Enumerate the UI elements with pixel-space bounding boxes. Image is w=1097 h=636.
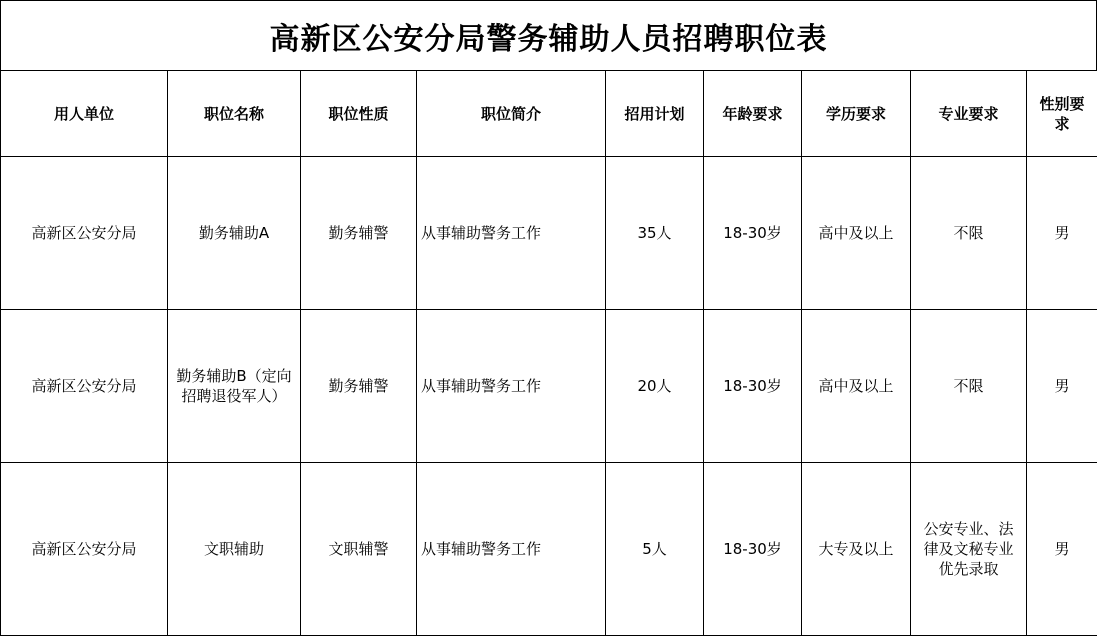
header-position: 职位名称: [168, 71, 301, 157]
cell-major: 不限: [911, 310, 1027, 463]
table-row: [1, 310, 1097, 463]
cell-intro: 从事辅助警务工作: [417, 157, 606, 310]
cell-age: 18-30岁: [704, 157, 802, 310]
header-plan: 招用计划: [606, 71, 704, 157]
cell-plan: 35人: [606, 157, 704, 310]
cell-gender: 男: [1027, 463, 1097, 636]
header-intro: 职位简介: [417, 71, 606, 157]
cell-nature: 文职辅警: [301, 463, 417, 636]
header-unit: 用人单位: [1, 71, 168, 157]
cell-education: 高中及以上: [802, 157, 911, 310]
table-row: [1, 463, 1097, 636]
cell-gender: 男: [1027, 310, 1097, 463]
position-table: [0, 70, 1097, 636]
cell-gender: 男: [1027, 157, 1097, 310]
cell-unit: 高新区公安分局: [1, 157, 168, 310]
cell-age: 18-30岁: [704, 463, 802, 636]
header-gender: 性别要求: [1027, 71, 1097, 157]
cell-major: 公安专业、法律及文秘专业优先录取: [911, 463, 1027, 636]
cell-plan: 20人: [606, 310, 704, 463]
cell-education: 大专及以上: [802, 463, 911, 636]
cell-nature: 勤务辅警: [301, 310, 417, 463]
header-major: 专业要求: [911, 71, 1027, 157]
header-education: 学历要求: [802, 71, 911, 157]
cell-nature: 勤务辅警: [301, 157, 417, 310]
cell-position: 勤务辅助B（定向招聘退役军人）: [168, 310, 301, 463]
cell-plan: 5人: [606, 463, 704, 636]
header-nature: 职位性质: [301, 71, 417, 157]
header-row: [1, 71, 1097, 157]
cell-major: 不限: [911, 157, 1027, 310]
sheet-title: 高新区公安分局警务辅助人员招聘职位表: [0, 0, 1097, 71]
header-age: 年龄要求: [704, 71, 802, 157]
table-row: [1, 157, 1097, 310]
cell-age: 18-30岁: [704, 310, 802, 463]
cell-intro: 从事辅助警务工作: [417, 310, 606, 463]
cell-education: 高中及以上: [802, 310, 911, 463]
cell-position: 文职辅助: [168, 463, 301, 636]
cell-intro: 从事辅助警务工作: [417, 463, 606, 636]
cell-unit: 高新区公安分局: [1, 310, 168, 463]
cell-position: 勤务辅助A: [168, 157, 301, 310]
cell-unit: 高新区公安分局: [1, 463, 168, 636]
